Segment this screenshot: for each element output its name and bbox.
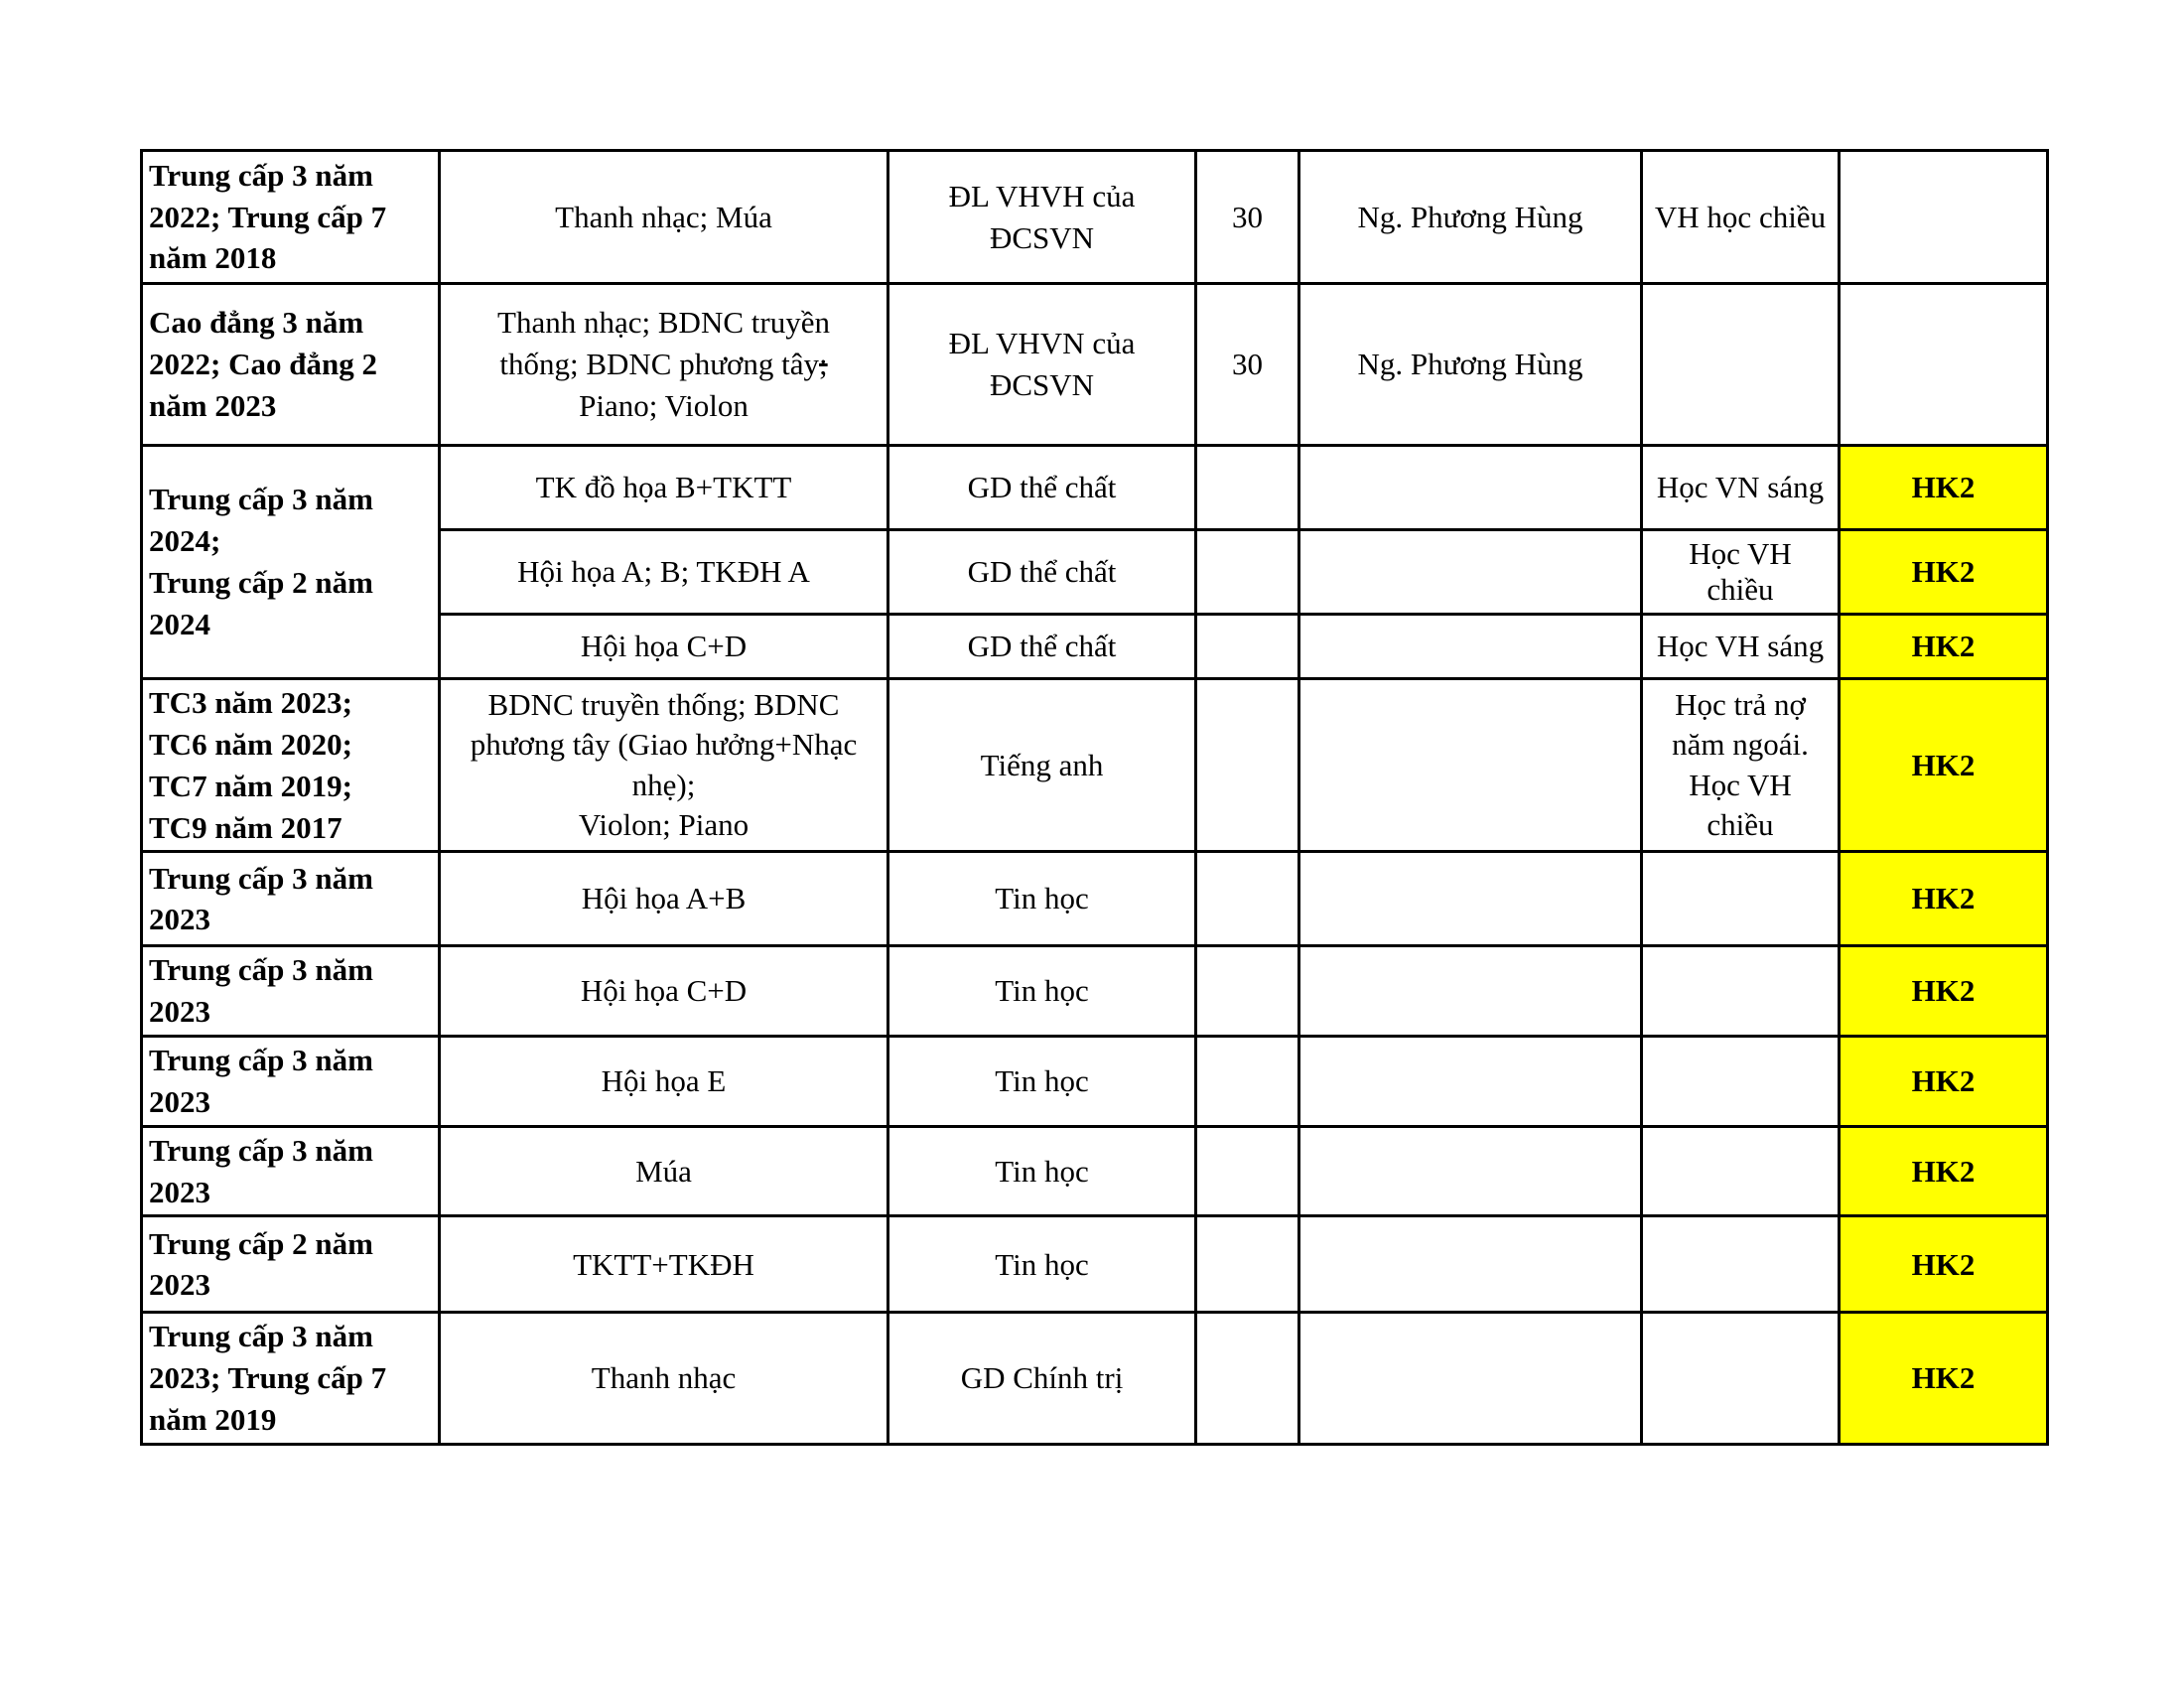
- table-row: [142, 1126, 2048, 1216]
- periods-cell: [1196, 1313, 1299, 1445]
- note-cell: [1642, 946, 1840, 1037]
- periods-cell: [1196, 1126, 1299, 1216]
- table-row: [142, 946, 2048, 1037]
- major-cell: TKTT+TKĐH: [440, 1216, 888, 1313]
- table-row: [142, 679, 2048, 852]
- teacher-cell: [1299, 852, 1642, 946]
- note-cell: Học VN sáng: [1642, 446, 1840, 530]
- table-row: [142, 1037, 2048, 1127]
- class-cell: Trung cấp 3 năm 2023: [142, 1126, 440, 1216]
- subject-cell: GD thể chất: [888, 446, 1196, 530]
- subject-cell: GD Chính trị: [888, 1313, 1196, 1445]
- class-cell: Trung cấp 3 năm 2024; Trung cấp 2 năm 2024: [142, 446, 440, 679]
- subject-cell: Tin học: [888, 1037, 1196, 1127]
- major-cell: TK đồ họa B+TKTT: [440, 446, 888, 530]
- note-cell: Học trả nợ năm ngoái. Học VH chiều: [1642, 679, 1840, 852]
- class-cell: Trung cấp 3 năm 2022; Trung cấp 7 năm 2018: [142, 151, 440, 284]
- class-cell: Trung cấp 3 năm 2023: [142, 1037, 440, 1127]
- periods-cell: [1196, 530, 1299, 615]
- subject-cell: Tin học: [888, 852, 1196, 946]
- subject-cell: ĐL VHVH của ĐCSVN: [888, 151, 1196, 284]
- table-row: [142, 1313, 2048, 1445]
- subject-cell: Tin học: [888, 946, 1196, 1037]
- major-cell: Thanh nhạc; BDNC truyền thống; BDNC phương tây; Piano; Violon: [440, 284, 888, 446]
- table-row: [142, 446, 2048, 530]
- major-cell: Hội họa E: [440, 1037, 888, 1127]
- periods-cell: 30: [1196, 284, 1299, 446]
- major-cell: Hội họa A; B; TKĐH A: [440, 530, 888, 615]
- periods-cell: [1196, 446, 1299, 530]
- periods-cell: [1196, 852, 1299, 946]
- teacher-cell: [1299, 615, 1642, 679]
- semester-cell: HK2: [1840, 852, 2048, 946]
- table-row: [142, 1216, 2048, 1313]
- semester-cell: [1840, 151, 2048, 284]
- class-cell: Trung cấp 2 năm 2023: [142, 1216, 440, 1313]
- teacher-cell: [1299, 1037, 1642, 1127]
- note-cell: [1642, 1216, 1840, 1313]
- semester-cell: HK2: [1840, 946, 2048, 1037]
- teacher-cell: [1299, 679, 1642, 852]
- periods-cell: 30: [1196, 151, 1299, 284]
- major-cell: Thanh nhạc: [440, 1313, 888, 1445]
- periods-cell: [1196, 1216, 1299, 1313]
- note-cell: [1642, 1313, 1840, 1445]
- class-cell: Cao đẳng 3 năm 2022; Cao đẳng 2 năm 2023: [142, 284, 440, 446]
- subject-cell: GD thể chất: [888, 530, 1196, 615]
- teacher-cell: [1299, 946, 1642, 1037]
- schedule-table: [140, 149, 2049, 1446]
- periods-cell: [1196, 1037, 1299, 1127]
- semester-cell: HK2: [1840, 530, 2048, 615]
- periods-cell: [1196, 946, 1299, 1037]
- note-cell: Học VH sáng: [1642, 615, 1840, 679]
- teacher-cell: [1299, 1216, 1642, 1313]
- major-cell: Hội họa C+D: [440, 946, 888, 1037]
- table-row: [142, 284, 2048, 446]
- note-cell: [1642, 284, 1840, 446]
- subject-cell: ĐL VHVN của ĐCSVN: [888, 284, 1196, 446]
- semester-cell: HK2: [1840, 615, 2048, 679]
- teacher-cell: Ng. Phương Hùng: [1299, 284, 1642, 446]
- major-cell: Hội họa C+D: [440, 615, 888, 679]
- major-cell: BDNC truyền thống; BDNC phương tây (Giao hưởng+Nhạc nhẹ); Violon; Piano: [440, 679, 888, 852]
- major-cell: Thanh nhạc; Múa: [440, 151, 888, 284]
- major-cell: Hội họa A+B: [440, 852, 888, 946]
- semester-cell: HK2: [1840, 1216, 2048, 1313]
- note-cell: Học VH chiều: [1642, 530, 1840, 615]
- semester-cell: HK2: [1840, 1313, 2048, 1445]
- teacher-cell: Ng. Phương Hùng: [1299, 151, 1642, 284]
- subject-cell: Tin học: [888, 1216, 1196, 1313]
- semester-cell: HK2: [1840, 1037, 2048, 1127]
- note-cell: [1642, 852, 1840, 946]
- teacher-cell: [1299, 1313, 1642, 1445]
- semester-cell: HK2: [1840, 1126, 2048, 1216]
- semester-cell: HK2: [1840, 446, 2048, 530]
- teacher-cell: [1299, 530, 1642, 615]
- table-row: [142, 151, 2048, 284]
- subject-cell: Tin học: [888, 1126, 1196, 1216]
- semester-cell: [1840, 284, 2048, 446]
- major-cell: Múa: [440, 1126, 888, 1216]
- note-cell: [1642, 1037, 1840, 1127]
- subject-cell: Tiếng anh: [888, 679, 1196, 852]
- periods-cell: [1196, 679, 1299, 852]
- note-cell: [1642, 1126, 1840, 1216]
- subject-cell: GD thể chất: [888, 615, 1196, 679]
- class-cell: Trung cấp 3 năm 2023: [142, 946, 440, 1037]
- table-row: [142, 852, 2048, 946]
- class-cell: Trung cấp 3 năm 2023: [142, 852, 440, 946]
- teacher-cell: [1299, 446, 1642, 530]
- semester-cell: HK2: [1840, 679, 2048, 852]
- class-cell: TC3 năm 2023; TC6 năm 2020; TC7 năm 2019; TC9 năm 2017: [142, 679, 440, 852]
- periods-cell: [1196, 615, 1299, 679]
- class-cell: Trung cấp 3 năm 2023; Trung cấp 7 năm 2019: [142, 1313, 440, 1445]
- teacher-cell: [1299, 1126, 1642, 1216]
- note-cell: VH học chiều: [1642, 151, 1840, 284]
